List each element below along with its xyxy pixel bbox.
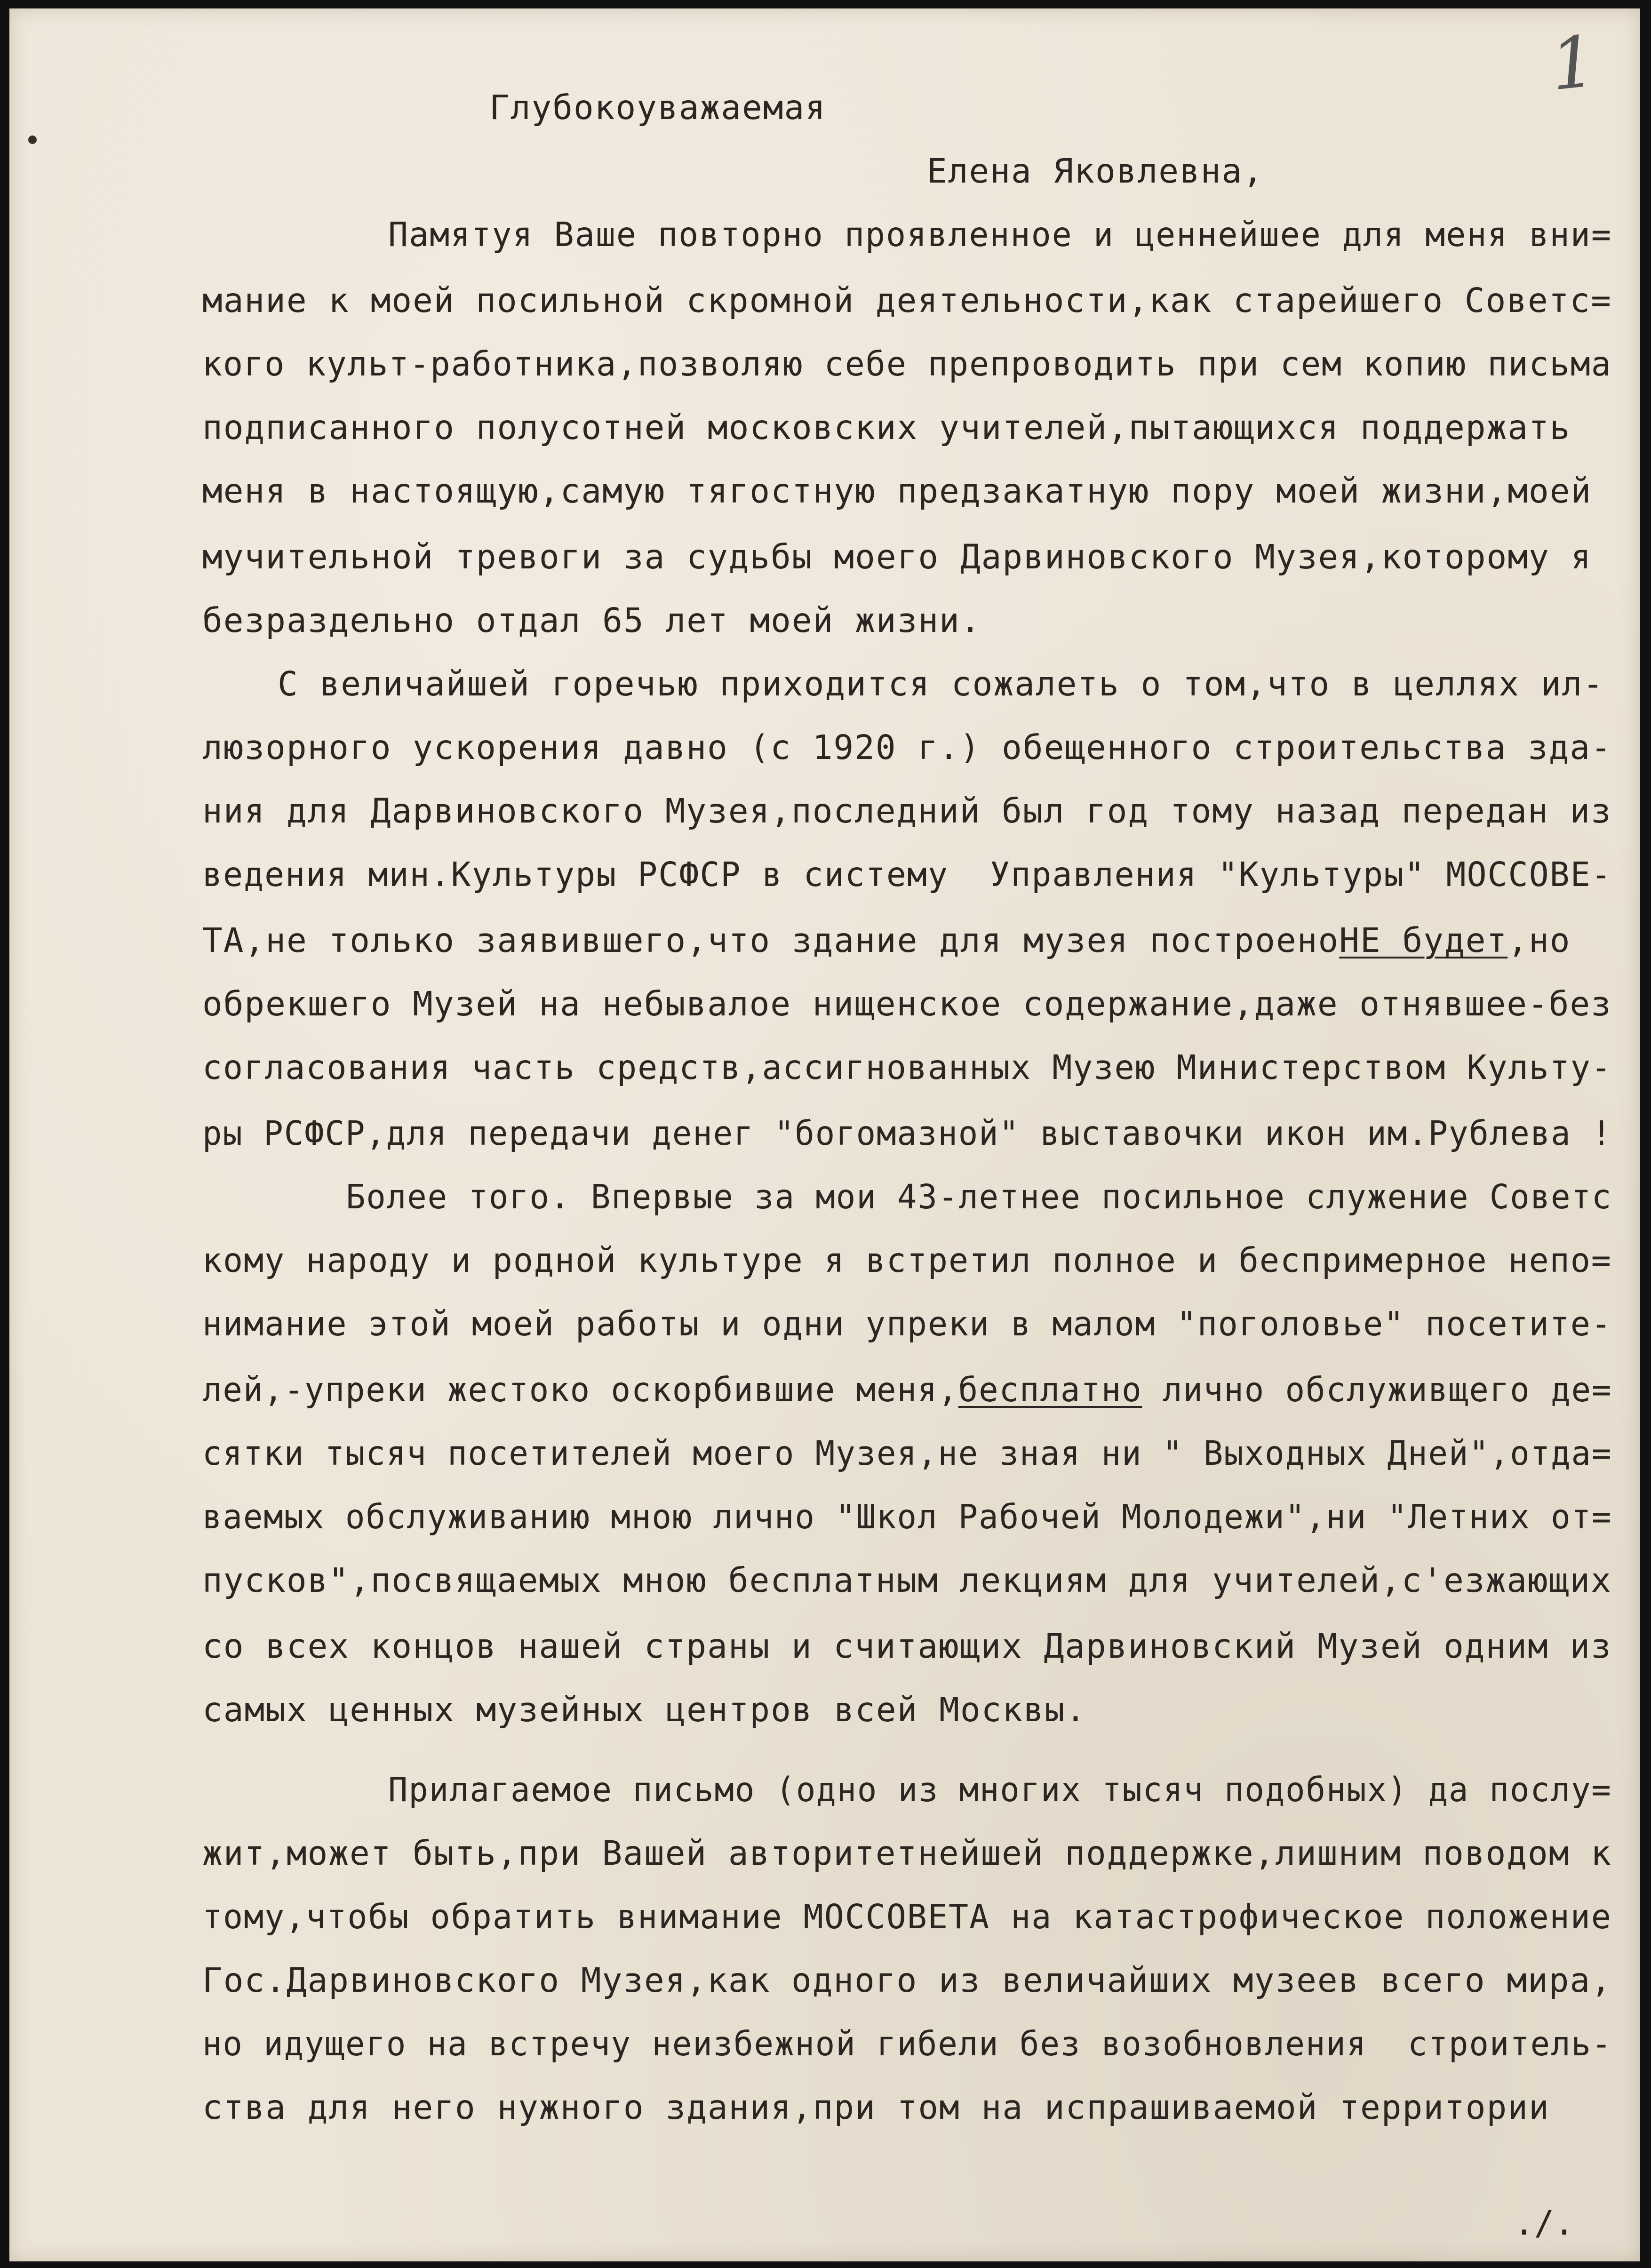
text-line: ры РСФСР,для передачи денег "богомазной" выставочки икон им.Рублева ! [202,1114,1612,1153]
text-line: мание к моей посильной скромной деятельности,как старейшего Советс= [202,281,1612,320]
letter-page [9,8,1640,2261]
text-line: Гос.Дарвиновского Музея,как одного из величайших музеев всего мира, [202,1961,1612,2000]
underlined-text: НЕ будет [1339,921,1508,960]
text-line: мучительной тревоги за судьбы моего Дарвиновского Музея,которому я [202,537,1592,576]
text-line: нимание этой моей работы и одни упреки в малом "поголовье" посетите- [202,1304,1612,1343]
text-line: согласования часть средств,ассигнованных Музею Министерством Культу- [202,1048,1612,1087]
text-line: кого культ-работника,позволяю себе препроводить при сем копию письма [202,344,1612,383]
text-line: обрекшего Музей на небывалое нищенское содержание,даже отнявшее-без [202,984,1612,1023]
ink-dot [28,136,37,144]
text-segment: ТА,не только заявившего,что здание для музея построено [202,921,1340,960]
text-line: С величайшей горечью приходится сожалеть о том,что в целлях ил- [278,664,1604,703]
salutation-line-2: Елена Яковлевна, [927,152,1264,191]
text-segment: ,но [1507,921,1571,960]
text-line [202,921,1571,960]
text-line: Прилагаемое письмо (одно из многих тысяч подобных) да послу= [388,1770,1612,1809]
text-line: безраздельно отдал 65 лет моей жизни. [202,601,981,640]
text-line: подписанного полусотней московских учителей,пытающихся поддержать [202,408,1571,447]
text-line: Более того. Впервые за мои 43-летнее посильное служение Советс [346,1177,1612,1216]
text-line: ства для него нужного здания,при том на испрашиваемой территории [202,2088,1550,2127]
text-line [202,1370,1612,1409]
text-line: ния для Дарвиновского Музея,последний был год тому назад передан из [202,791,1612,831]
text-segment: лично обслуживщего де= [1142,1370,1612,1409]
text-line: самых ценных музейных центров всей Москвы. [202,1690,1087,1729]
underlined-text: бесплатно [958,1370,1142,1409]
text-line: пусков",посвящаемых мною бесплатным лекциям для учителей,с'езжающих [202,1561,1612,1600]
text-line: Памятуя Ваше повторно проявленное и ценнейшее для меня вни= [388,215,1612,254]
text-line: ваемых обслуживанию мною лично "Школ Рабочей Молодежи",ни "Летних от= [202,1497,1612,1536]
handwritten-page-number: 1 [1546,20,1600,107]
text-segment: лей,-упреки жестоко оскорбившие меня, [202,1370,958,1409]
continuation-mark: ./. [1514,2204,1574,2243]
text-line: со всех концов нашей страны и считающих Дарвиновский Музей одним из [202,1627,1612,1666]
text-line: сятки тысяч посетителей моего Музея,не зная ни " Выходных Дней",отда= [202,1434,1612,1473]
text-line: жит,может быть,при Вашей авторитетнейшей поддержке,лишним поводом к [202,1834,1612,1873]
text-line: ведения мин.Культуры РСФСР в систему Управления "Культуры" МОССОВЕ- [202,855,1612,894]
text-line: но идущего на встречу неизбежной гибели без возобновления строитель- [202,2024,1612,2063]
text-line: тому,чтобы обратить внимание МОССОВЕТА на катастрофическое положение [202,1897,1612,1936]
text-line: люзорного ускорения давно (с 1920 г.) обещенного строительства зда- [202,728,1612,767]
text-line: кому народу и родной культуре я встретил полное и беспримерное непо= [202,1241,1612,1280]
text-line: меня в настоящую,самую тягостную предзакатную пору моей жизни,моей [202,471,1592,511]
salutation-line-1: Глубокоуважаемая [489,88,826,127]
